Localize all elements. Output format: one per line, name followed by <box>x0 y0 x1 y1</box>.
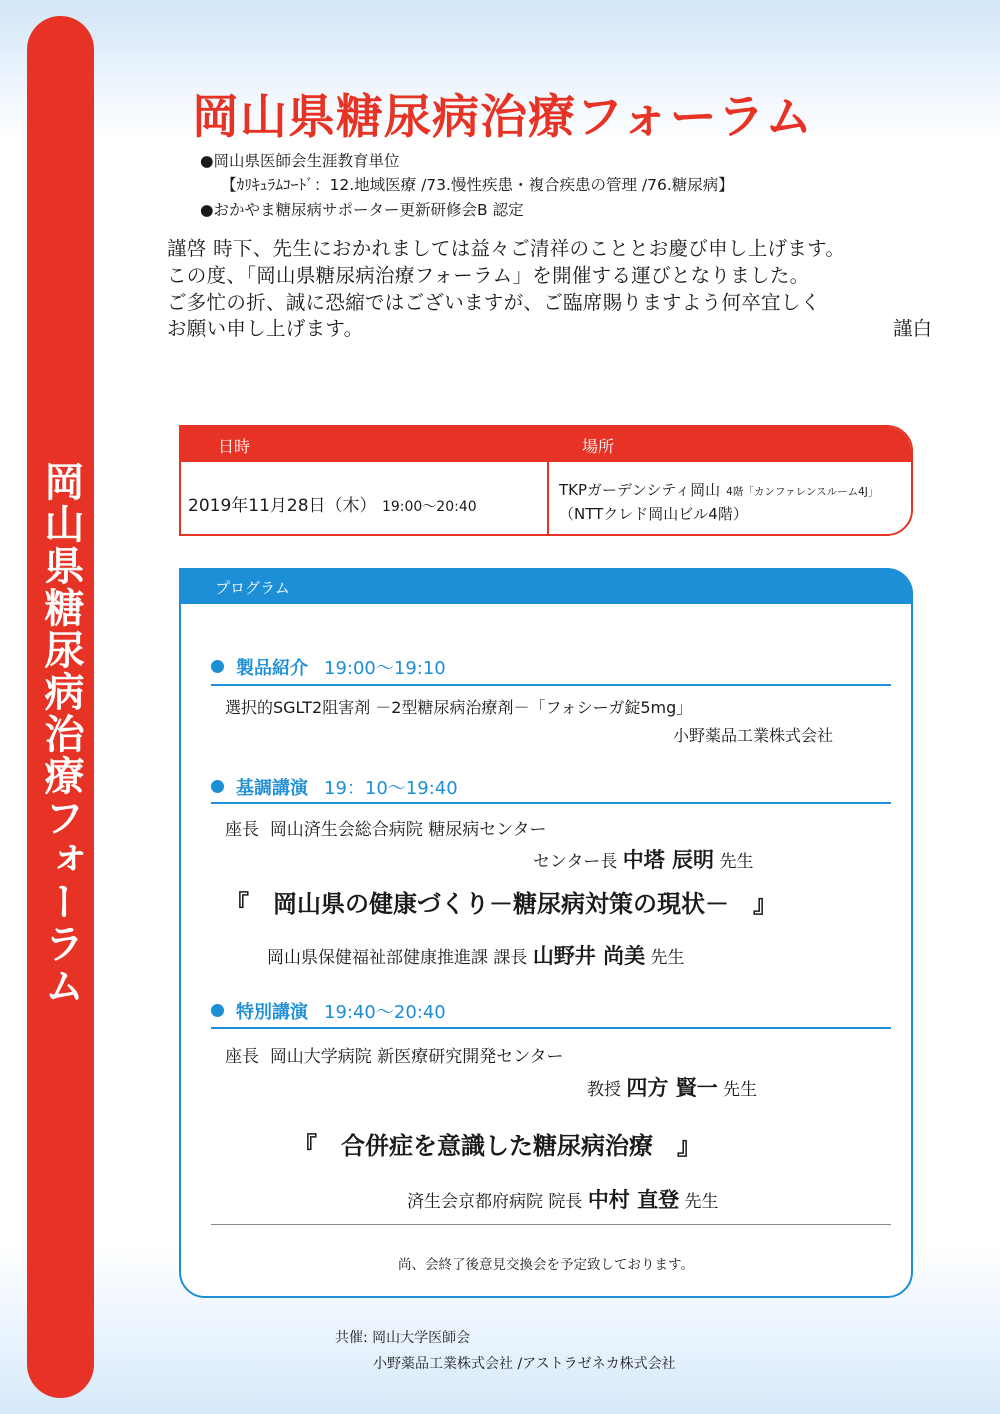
page-title: 岡山県糖尿病治療フォーラム <box>192 90 814 145</box>
greeting-line-1: 謹啓 時下、先生におかれましては益々ご清祥のこととお慶び申し上げます。 <box>167 237 846 260</box>
greeting-line-4: お願い申し上げます。 <box>167 317 364 340</box>
section-time: 19：10〜19:40 <box>324 778 458 799</box>
venue-header: 場所 <box>582 437 615 456</box>
sidebar-title: 岡山県糖尿病治療フォーラム <box>38 461 84 1007</box>
program-box <box>179 568 913 1298</box>
cosponsor-label: 共催: <box>335 1330 368 1346</box>
section-title: 製品紹介 <box>236 658 308 679</box>
greeting-line-2: この度、「岡山県糖尿病治療フォーラム」を開催する運びとなりました。 <box>167 264 810 287</box>
date-header: 日時 <box>218 437 251 456</box>
chair-title: 教授 <box>587 1080 621 1100</box>
speaker-affiliation: 済生会京都府病院 院長 <box>407 1192 583 1212</box>
greeting-closing: 謹白 <box>893 317 933 340</box>
bullet-dot-icon <box>211 660 224 673</box>
chair-affiliation: 岡山大学病院 新医療研究開発センター <box>269 1047 564 1067</box>
speaker-name: 山野井 尚美 <box>532 944 646 968</box>
chair-affiliation: 岡山済生会総合病院 糖尿病センター <box>269 820 547 840</box>
speaker-honorific: 先生 <box>684 1192 719 1212</box>
chair-name: 四方 賢一 <box>626 1076 718 1100</box>
section-title: 基調講演 <box>236 778 308 799</box>
venue-building: （NTTクレド岡山ビル4階） <box>559 505 748 523</box>
speaker-honorific: 先生 <box>650 948 685 968</box>
section-rule <box>211 684 891 686</box>
chair-name: 中塔 辰明 <box>622 848 715 872</box>
sidebar-banner <box>27 16 94 1398</box>
program-header-label: プログラム <box>215 579 290 597</box>
chair-label: 座長 <box>225 820 259 840</box>
special-speaker-line <box>407 1184 719 1214</box>
section-rule <box>211 1027 891 1029</box>
speaker-name: 中村 直登 <box>587 1188 680 1212</box>
cosponsor-line-2: 小野薬品工業株式会社 /アストラゼネカ株式会社 <box>373 1356 676 1372</box>
keynote-chair-line <box>225 815 547 840</box>
section-rule <box>211 802 891 804</box>
event-date <box>188 491 477 516</box>
event-date-day: 2019年11月28日（木） <box>188 496 377 516</box>
cosponsor-org-1: 岡山大学医師会 <box>372 1330 471 1346</box>
greeting-line-3: ご多忙の折、誠に恐縮ではございますが、ご臨席賜りますよう何卒宜しく <box>167 291 821 314</box>
venue-line-1 <box>559 479 878 500</box>
chair-honorific: 先生 <box>723 1080 758 1100</box>
product-company: 小野薬品工業株式会社 <box>673 726 834 745</box>
info-divider <box>547 462 549 536</box>
speaker-affiliation: 岡山県保健福祉部健康推進課 課長 <box>267 948 528 968</box>
section-special-lecture <box>211 998 446 1024</box>
special-chair-name-line <box>587 1072 757 1102</box>
venue-room: 4階「カンファレンスルーム4J」 <box>726 486 879 498</box>
special-talk-title: 『 合併症を意識した糖尿病治療 』 <box>293 1132 701 1160</box>
program-header <box>179 568 913 604</box>
section-time: 19:00〜19:10 <box>324 658 446 679</box>
section-time: 19:40〜20:40 <box>324 1002 446 1023</box>
cosponsor-line-1 <box>335 1327 470 1347</box>
accreditation-line-1: ●岡山県医師会生涯教育単位 <box>200 152 400 170</box>
bullet-dot-icon <box>211 780 224 793</box>
section-keynote <box>211 774 458 800</box>
event-info-table <box>179 425 913 536</box>
chair-label: 座長 <box>225 1047 259 1067</box>
section-title: 特別講演 <box>236 1002 308 1023</box>
event-date-time: 19:00〜20:40 <box>381 499 477 515</box>
section-product-intro <box>211 654 446 680</box>
program-note: 尚、会終了後意見交換会を予定致しております。 <box>398 1257 694 1273</box>
accreditation-line-3: ●おかやま糖尿病サポーター更新研修会B 認定 <box>200 201 524 219</box>
chair-title: センター長 <box>533 852 618 872</box>
keynote-talk-title: 『 岡山県の健康づくり－糖尿病対策の現状－ 』 <box>225 890 777 918</box>
bullet-dot-icon <box>211 1004 224 1017</box>
special-chair-line <box>225 1042 564 1067</box>
keynote-speaker-line <box>267 940 685 970</box>
accreditation-curriculum: 【ｶﾘｷｭﾗﾑｺｰﾄﾞ：12.地域医療 /73.慢性疾患・複合疾患の管理 /76.糖尿病】 <box>221 176 734 194</box>
product-description: 選択的SGLT2阻害剤 －2型糖尿病治療剤－「フォシーガ錠5mg」 <box>225 698 693 717</box>
program-bottom-rule <box>211 1224 891 1225</box>
venue-name: TKPガーデンシティ岡山 <box>559 481 721 499</box>
keynote-chair-name-line <box>533 844 753 874</box>
chair-honorific: 先生 <box>719 852 754 872</box>
info-header-row <box>181 427 911 462</box>
